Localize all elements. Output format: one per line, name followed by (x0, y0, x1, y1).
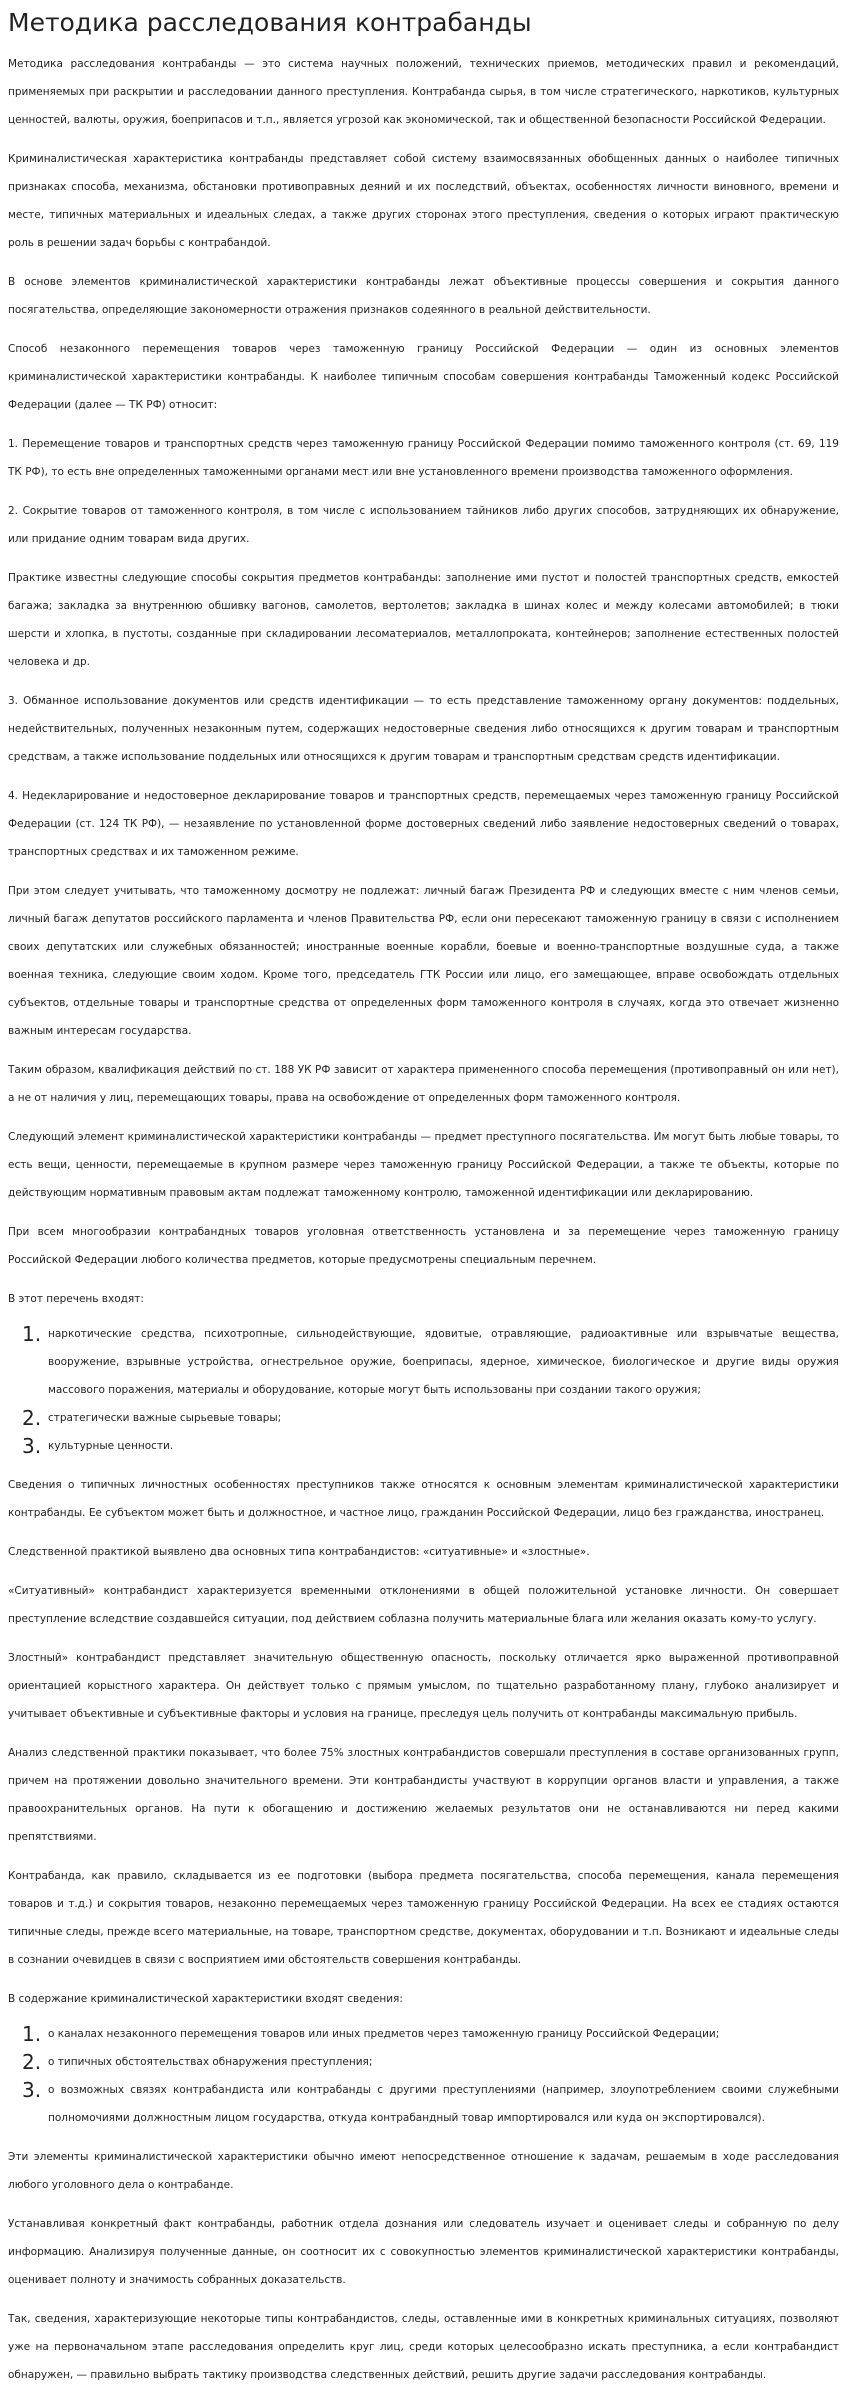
paragraph-exemptions: При этом следует учитывать, что таможенному досмотру не подлежат: личный багаж Президента РФ и следующих вместе с ним членов семьи, личный багаж депутатов российского парламента и членов Правительства РФ, если они пересекают таможенную границу в связи с исполнением своих депутатских или служебных обязанностей; иностранные военные корабли, боевые и военно-транспортные воздушные суда, а также военная техника, следующие своим ходом. Кроме того, председатель ГТК России или лицо, его замещающее, вправе освобождать отдельных субъектов, отдельные товары и транспортные средства от определенных форм таможенного контроля в случаях, когда это отвечает жизненно важным интересам государства. (8, 885, 839, 1037)
paragraph-investigation: Устанавливая конкретный факт контрабанды, работник отдела дознания или следователь изучает и оценивает следы и собранную по делу информацию. Анализируя полученные данные, он соотносит их с совокупностью элементов криминалистической характеристики контрабанды, оценивает полноту и значимость собранных доказательств. (8, 2218, 839, 2286)
paragraph-conclusion: Так, сведения, характеризующие некоторые типы контрабандистов, следы, оставленные ими в конкретных криминальных ситуациях, позволяют уже на первоначальном этапе расследования определить круг лиц, среди которых целесообразно искать преступника, а если контрабандист обнаружен, — правильно выбрать тактику производства следственных действий, решить другие задачи расследования контрабанды. (8, 2313, 839, 2381)
paragraph-subject-matter: Следующий элемент криминалистической характеристики контрабанды — предмет преступного посягательства. Им могут быть любые товары, то есть вещи, ценности, перемещаемые в крупном размере через таможенную границу Российской Федерации, а также те объекты, которые по действующим нормативным правовым актам подлежат таможенному контролю, таможенной идентификации или декларированию. (8, 1131, 839, 1199)
list-item (8, 2020, 839, 2048)
paragraph-analysis: Анализ следственной практики показывает, что более 75% злостных контрабандистов совершали преступления в составе организованных групп, причем на протяжении довольно значительного времени. Эти контрабандисты участвуют в коррупции органов власти и управления, а также правоохранительных органов. На пути к обогащению и достижению желаемых результатов они не останавливаются ни перед какими препятствиями. (8, 1747, 839, 1843)
paragraph-relevance: Эти элементы криминалистической характеристики обычно имеют непосредственное отношение к задачам, решаемым в ходе расследования любого уголовного дела о контрабанде. (8, 2151, 839, 2191)
content-list (8, 2020, 839, 2132)
list-number: 1. (22, 1322, 42, 1346)
paragraph-traces: Контрабанда, как правило, складывается из ее подготовки (выбора предмета посягательства, способа перемещения, канала перемещения товаров и т.д.) и сокрытия товаров, незаконно перемещаемых через таможенную границу Российской Федерации. На всех ее стадиях остаются типичные следы, прежде всего материальные, на товаре, транспортном средстве, документах, оборудовании и т.п. Возникают и идеальные следы в сознании очевидцев в связи с восприятием ими обстоятельств совершения контрабанды. (8, 1870, 839, 1966)
list-item (8, 1432, 839, 1460)
paragraph-content-intro: В содержание криминалистической характеристики входят сведения: (8, 1993, 403, 2005)
paragraph-characteristic: Криминалистическая характеристика контрабанды представляет собой систему взаимосвязанных обобщенных данных о наиболее типичных признаках способа, механизма, обстановки противоправных деяний и их последствий, объектах, особенностях личности виновного, времени и месте, типичных материальных и идеальных следах, а также других сторонах этого преступления, сведения о которых играют практическую роль в решении задач борьбы с контрабандой. (8, 153, 839, 249)
list-item-text: наркотические средства, психотропные, сильнодействующие, ядовитые, отравляющие, радиоактивные или взрывчатые вещества, вооружение, взрывные устройства, огнестрельное оружие, боеприпасы, ядерное, химическое, биологическое и другие виды оружия массового поражения, материалы и оборудование, которые могут быть использованы при создании такого оружия; (48, 1328, 839, 1396)
paragraph-method: Способ незаконного перемещения товаров через таможенную границу Российской Федерации — один из основных элементов криминалистической характеристики контрабанды. К наиболее типичным способам совершения контрабанды Таможенный кодекс Российской Федерации (далее — ТК РФ) относит: (8, 343, 839, 411)
paragraph-situational: «Ситуативный» контрабандист характеризуется временными отклонениями в общей положительной установке личности. Он совершает преступление вследствие создавшейся ситуации, под действием соблазна получить материальные блага или желания оказать кому-то услугу. (8, 1585, 839, 1625)
paragraph-concealment: Практике известны следующие способы сокрытия предметов контрабанды: заполнение ими пустот и полостей транспортных средств, емкостей багажа; закладка за внутреннюю обшивку вагонов, самолетов, вертолетов; закладка в шинах колес и между колесами автомобилей; в тюки шерсти и хлопка, в пустоты, созданные при складировании лесоматериалов, металлопроката, контейнеров; заполнение естественных полостей человека и др. (8, 572, 839, 668)
list-item (8, 2048, 839, 2076)
list-item (8, 1320, 839, 1404)
prohibited-items-list (8, 1320, 839, 1460)
list-item-text: культурные ценности. (48, 1440, 174, 1452)
paragraph-method-1: 1. Перемещение товаров и транспортных средств через таможенную границу Российской Федерации помимо таможенного контроля (ст. 69, 119 ТК РФ), то есть вне определенных таможенными органами мест или вне установленного времени производства таможенного оформления. (8, 438, 839, 478)
page-title: Методика расследования контрабанды (8, 8, 532, 37)
list-item-text: о каналах незаконного перемещения товаров или иных предметов через таможенную границу Российской Федерации; (48, 2028, 720, 2040)
paragraph-list-intro: В этот перечень входят: (8, 1293, 144, 1305)
list-item-text: о возможных связях контрабандиста или контрабанды с другими преступлениями (например, злоупотреблением своими служебными полномочиями должностным лицом государства, откуда контрабандный товар импортировался или куда он экспортировался). (48, 2084, 839, 2124)
paragraph-liability: При всем многообразии контрабандных товаров уголовная ответственность установлена и за перемещение через таможенную границу Российской Федерации любого количества предметов, которые предусмотрены специальным перечнем. (8, 1226, 839, 1266)
list-item-text: стратегически важные сырьевые товары; (48, 1412, 282, 1424)
list-item (8, 1404, 839, 1432)
list-number: 2. (22, 1406, 42, 1430)
list-number: 1. (22, 2022, 42, 2046)
paragraph-offender: Сведения о типичных личностных особенностях преступников также относятся к основным элементам криминалистической характеристики контрабанды. Ее субъектом может быть и должностное, и частное лицо, гражданин Российской Федерации, лицо без гражданства, иностранец. (8, 1479, 839, 1519)
paragraph-qualification: Таким образом, квалификация действий по ст. 188 УК РФ зависит от характера примененного способа перемещения (противоправный он или нет), а не от наличия у лиц, перемещающих товары, права на освобождение от определенных форм таможенного контроля. (8, 1064, 839, 1104)
paragraph-basis: В основе элементов криминалистической характеристики контрабанды лежат объективные процессы совершения и сокрытия данного посягательства, определяющие закономерности отражения признаков содеянного в реальной действительности. (8, 276, 839, 316)
paragraph-method-4: 4. Недекларирование и недостоверное декларирование товаров и транспортных средств, перемещаемых через таможенную границу Российской Федерации (ст. 124 ТК РФ), — незаявление по установленной форме достоверных сведений либо заявление недостоверных сведений о товарах, транспортных средствах и их таможенном режиме. (8, 790, 839, 858)
list-number: 3. (22, 2078, 42, 2102)
list-item (8, 2076, 839, 2132)
list-item-text: о типичных обстоятельствах обнаружения преступления; (48, 2056, 373, 2068)
list-number: 3. (22, 1434, 42, 1458)
paragraph-types: Следственной практикой выявлено два основных типа контрабандистов: «ситуативные» и «злостные». (8, 1546, 590, 1558)
paragraph-malicious: Злостный» контрабандист представляет значительную общественную опасность, поскольку отличается ярко выраженной противоправной ориентацией корыстного характера. Он действует только с прямым умыслом, по тщательно разработанному плану, глубоко анализирует и учитывает объективные и субъективные факторы и условия на границе, преследуя цель получить от контрабанды максимальную прибыль. (8, 1652, 839, 1720)
paragraph-intro: Методика расследования контрабанды — это система научных положений, технических приемов, методических правил и рекомендаций, применяемых при раскрытии и расследовании данного преступления. Контрабанда сырья, в том числе стратегического, наркотиков, культурных ценностей, валюты, оружия, боеприпасов и т.п., является угрозой как экономической, так и общественной безопасности Российской Федерации. (8, 58, 839, 126)
paragraph-method-3: 3. Обманное использование документов или средств идентификации — то есть представление таможенному органу документов: поддельных, недействительных, полученных незаконным путем, содержащих недостоверные сведения либо относящихся к другим товарам и транспортным средствам, а также использование поддельных или относящихся к другим товарам и транспортным средствам средств идентификации. (8, 695, 839, 763)
list-number: 2. (22, 2050, 42, 2074)
paragraph-method-2: 2. Сокрытие товаров от таможенного контроля, в том числе с использованием тайников либо других способов, затрудняющих их обнаружение, или придание одним товарам вида других. (8, 505, 839, 545)
